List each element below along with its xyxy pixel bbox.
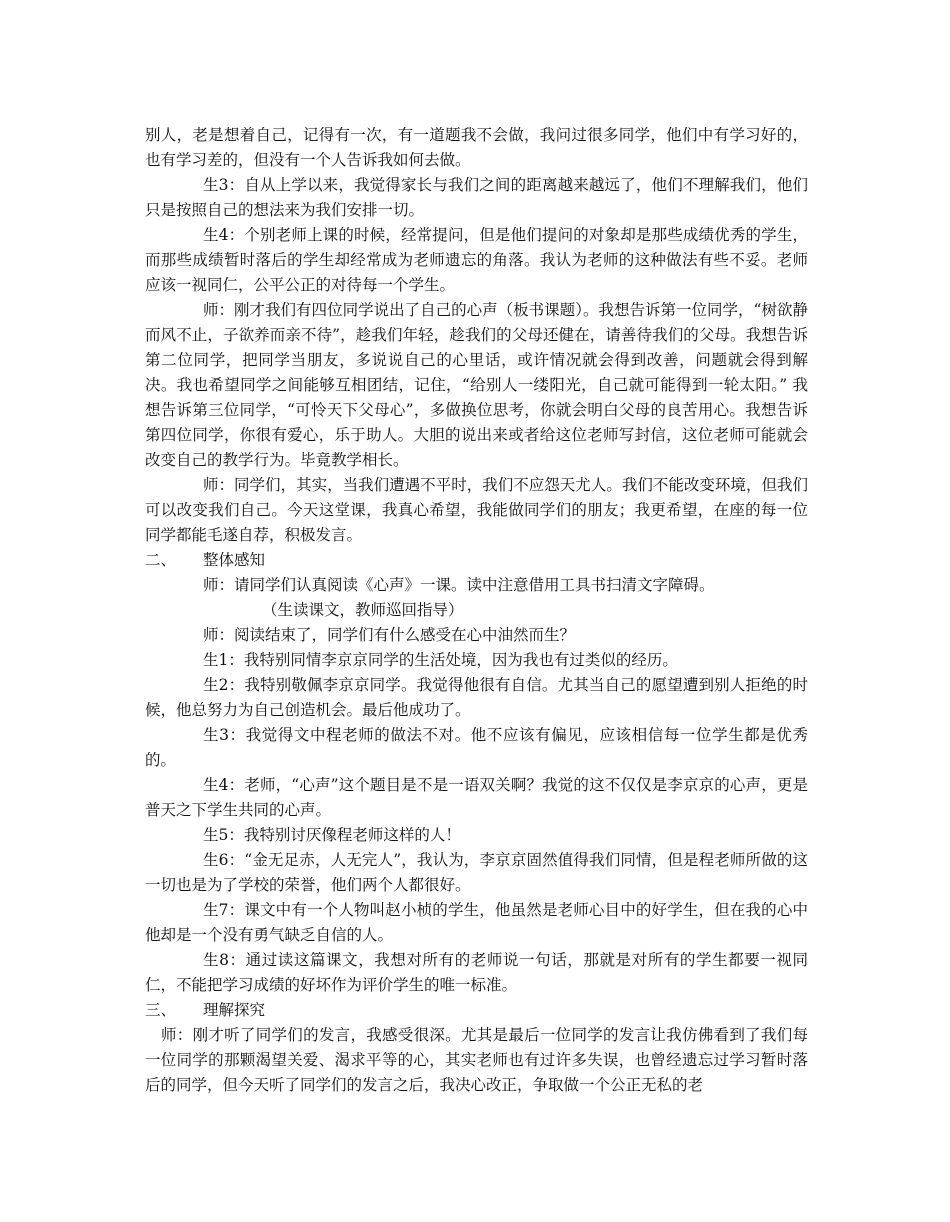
stage-direction: （生读课文，教师巡回指导） <box>262 601 464 619</box>
paragraph: 别人，老是想着自己，记得有一次，有一道题我不会做，我问过很多同学，他们中有学习好的，也有学习差的，但没有一个人告诉我如何去做。 <box>145 126 808 169</box>
section-number: 三、 <box>145 1001 177 1019</box>
paragraph: 生6：“金无足赤，人无完人”，我认为，李京京固然值得我们同情，但是程老师所做的这一切也是为了学校的荣誉，他们两个人都很好。 <box>145 851 808 894</box>
paragraph: 生3：自从上学以来，我觉得家长与我们之间的距离越来越远了，他们不理解我们，他们只是按照自己的想法来为我们安排一切。 <box>145 176 808 219</box>
section-heading <box>145 998 808 1023</box>
paragraph: 生4：个别老师上课的时候，经常提问，但是他们提问的对象却是那些成绩优秀的学生，而那些成绩暂时落后的学生却经常成为老师遗忘的角落。我认为老师的这种做法有些不妥。老师应该一视同仁，公平公正的对待每一个学生。 <box>145 226 808 294</box>
paragraph: 生4：老师，“心声”这个题目是不是一语双关啊？我觉的这不仅仅是李京京的心声，更是普天之下学生共同的心声。 <box>145 776 808 819</box>
section-number: 二、 <box>145 551 177 569</box>
section-heading <box>145 548 808 573</box>
document-body <box>145 123 808 1098</box>
paragraph: 师：请同学们认真阅读《心声》一课。读中注意借用工具书扫清文字障碍。 <box>203 576 715 594</box>
section-title: 理解探究 <box>203 1001 266 1019</box>
section-title: 整体感知 <box>203 551 266 569</box>
paragraph: 生5：我特别讨厌像程老师这样的人！ <box>203 826 461 844</box>
paragraph: 生7：课文中有一个人物叫赵小桢的学生，他虽然是老师心目中的好学生，但在我的心中他却是一个没有勇气缺乏自信的人。 <box>145 901 808 944</box>
paragraph: 生2：我特别敬佩李京京同学。我觉得他很有自信。尤其当自己的愿望遭到别人拒绝的时候，他总努力为自己创造机会。最后他成功了。 <box>145 676 808 719</box>
paragraph: 师：刚才我们有四位同学说出了自己的心声（板书课题）。我想告诉第一位同学，“树欲静而风不止，子欲养而亲不待”，趁我们年轻，趁我们的父母还健在，请善待我们的父母。我想告诉第二位同学，把同学当朋友，多说说自己的心里话，或许情况就会得到改善，问题就会得到解决。我也希望同学之间能够互相团结，记住，“给别人一缕阳光，自己就可能得到一轮太阳。” 我想告诉第三位同学，“可怜天下父母心”，多做换位思考，你就会明白父母的良苦用心。我想告诉第四位同学，你很有爱心，乐于助人。大胆的说出来或者给这位老师写封信，这位老师可能就会改变自己的教学行为。毕竟教学相长。 <box>145 301 808 469</box>
paragraph: 生1：我特别同情李京京同学的生活处境，因为我也有过类似的经历。 <box>203 651 678 669</box>
paragraph: 师：同学们，其实，当我们遭遇不平时，我们不应怨天尤人。我们不能改变环境，但我们可以改变我们自己。今天这堂课，我真心希望，我能做同学们的朋友；我更希望，在座的每一位同学都能毛遂自荐，积极发言。 <box>145 476 808 544</box>
paragraph: 师：阅读结束了，同学们有什么感受在心中油然而生？ <box>203 626 576 644</box>
paragraph: 生3：我觉得文中程老师的做法不对。他不应该有偏见，应该相信每一位学生都是优秀的。 <box>145 726 808 769</box>
paragraph: 师：刚才听了同学们的发言，我感受很深。尤其是最后一位同学的发言让我仿佛看到了我们每一位同学的那颗渴望关爱、渴求平等的心，其实老师也有过许多失误，也曾经遗忘过学习暂时落后的同学，但今天听了同学们的发言之后，我决心改正，争取做一个公正无私的老 <box>145 1026 808 1094</box>
paragraph: 生8：通过读这篇课文，我想对所有的老师说一句话，那就是对所有的学生都要一视同仁，不能把学习成绩的好坏作为评价学生的唯一标准。 <box>145 951 808 994</box>
